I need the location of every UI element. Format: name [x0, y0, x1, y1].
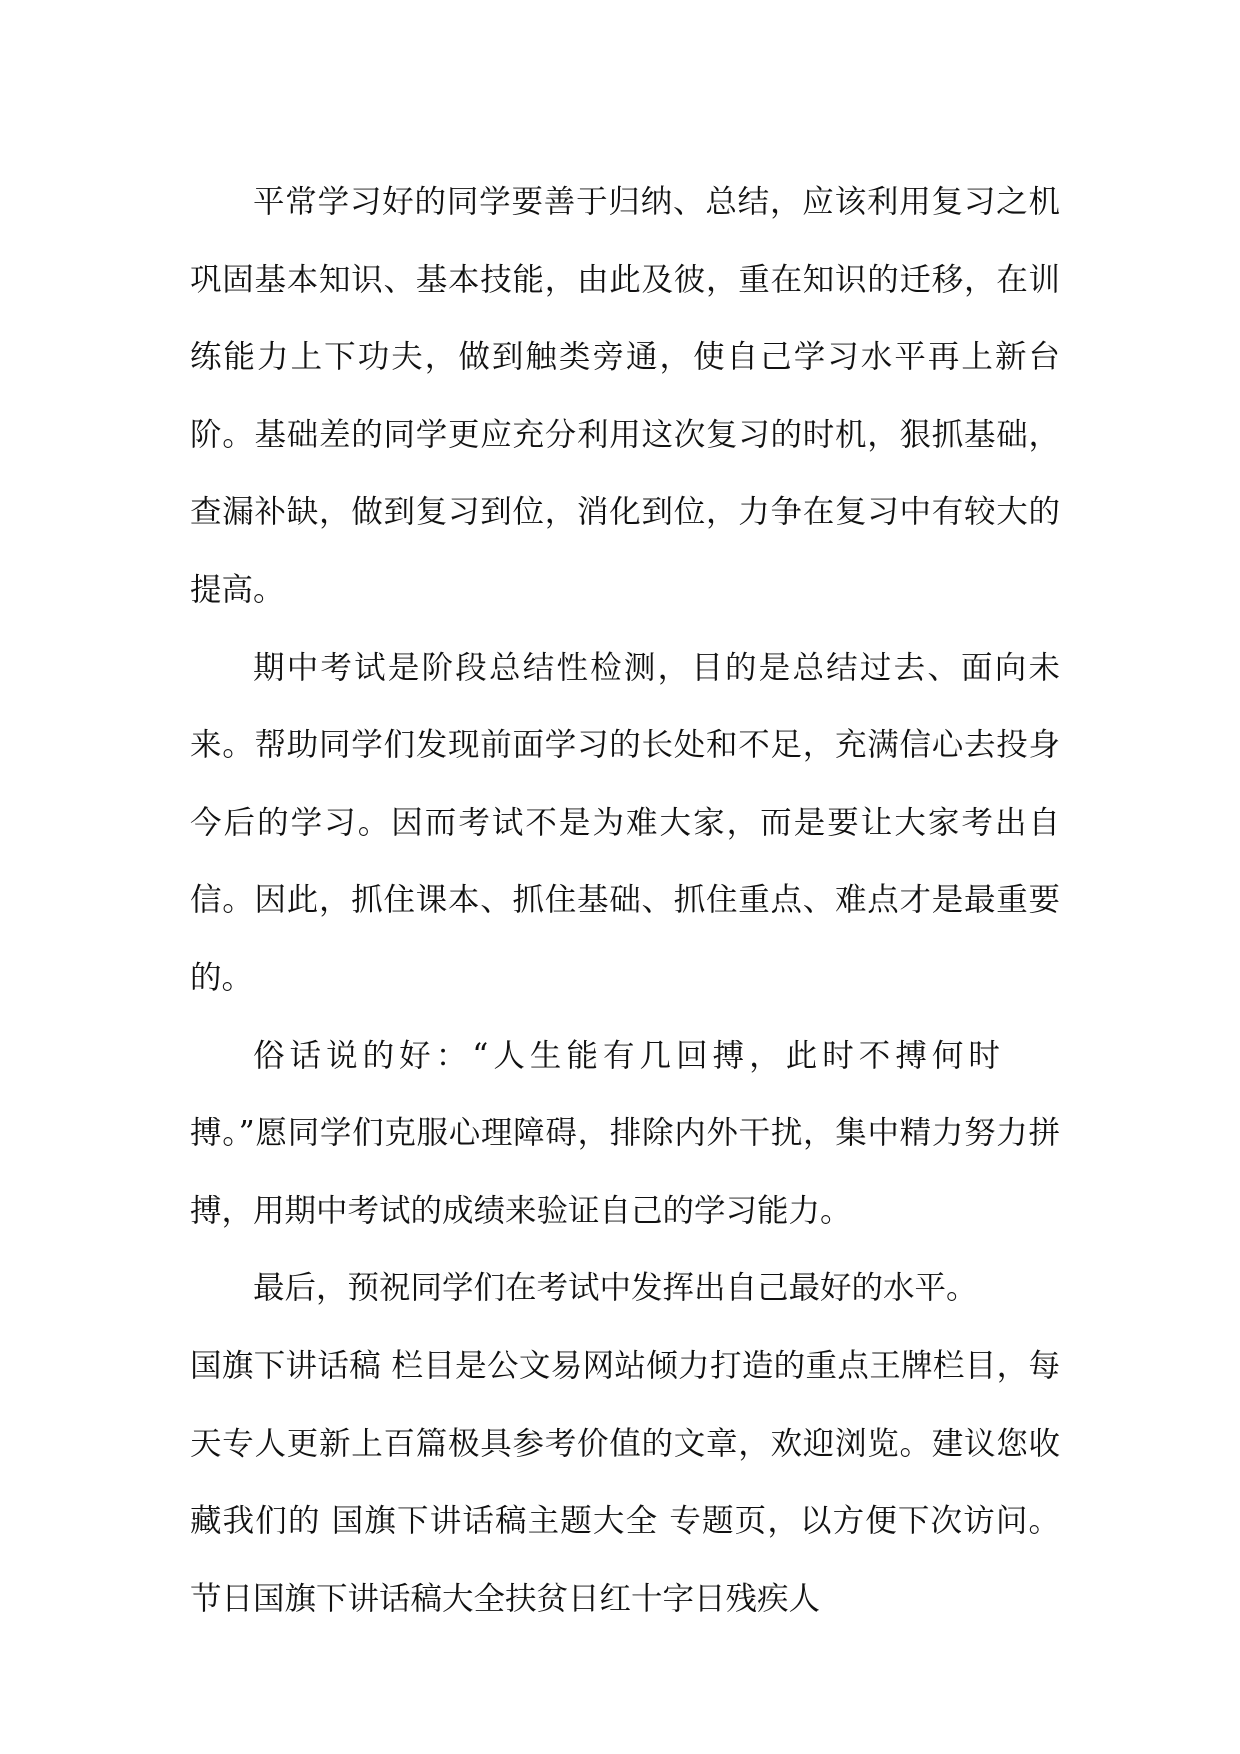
document-body — [190, 164, 1060, 1638]
paragraph-midterm-purpose: 期中考试是阶段总结性检测，目的是总结过去、面向未来。帮助同学们发现前面学习的长处和不足，充满信心去投身今后的学习。因而考试不是为难大家，而是要让大家考出自信。因此，抓住课本、抓住基础、抓住重点、难点才是最重要的。 — [190, 649, 1060, 996]
paragraph-review-advice: 平常学习好的同学要善于归纳、总结，应该利用复习之机巩固基本知识、基本技能，由此及彼，重在知识的迁移，在训练能力上下功夫，做到触类旁通，使自己学习水平再上新台阶。基础差的同学更应充分利用这次复习的时机，狠抓基础，查漏补缺，做到复习到位，消化到位，力争在复习中有较大的提高。 — [190, 184, 1060, 608]
paragraph-site-promo: 国旗下讲话稿 栏目是公文易网站倾力打造的重点王牌栏目，每天专人更新上百篇极具参考价值的文章，欢迎浏览。建议您收藏我们的 国旗下讲话稿主题大全 专题页，以方便下次访问。节日国旗下讲话稿大全扶贫日红十字日残疾人 — [190, 1347, 1060, 1617]
paragraph-saying-line1: 俗话说的好：“人生能有几回搏，此时不搏何时 — [253, 1037, 1005, 1074]
paragraph-saying-continued: 搏。”愿同学们克服心理障碍，排除内外干扰，集中精力努力拼搏，用期中考试的成绩来验证自己的学习能力。 — [190, 1115, 1060, 1229]
paragraph-closing-wishes: 最后，预祝同学们在考试中发挥出自己最好的水平。 — [253, 1270, 978, 1307]
